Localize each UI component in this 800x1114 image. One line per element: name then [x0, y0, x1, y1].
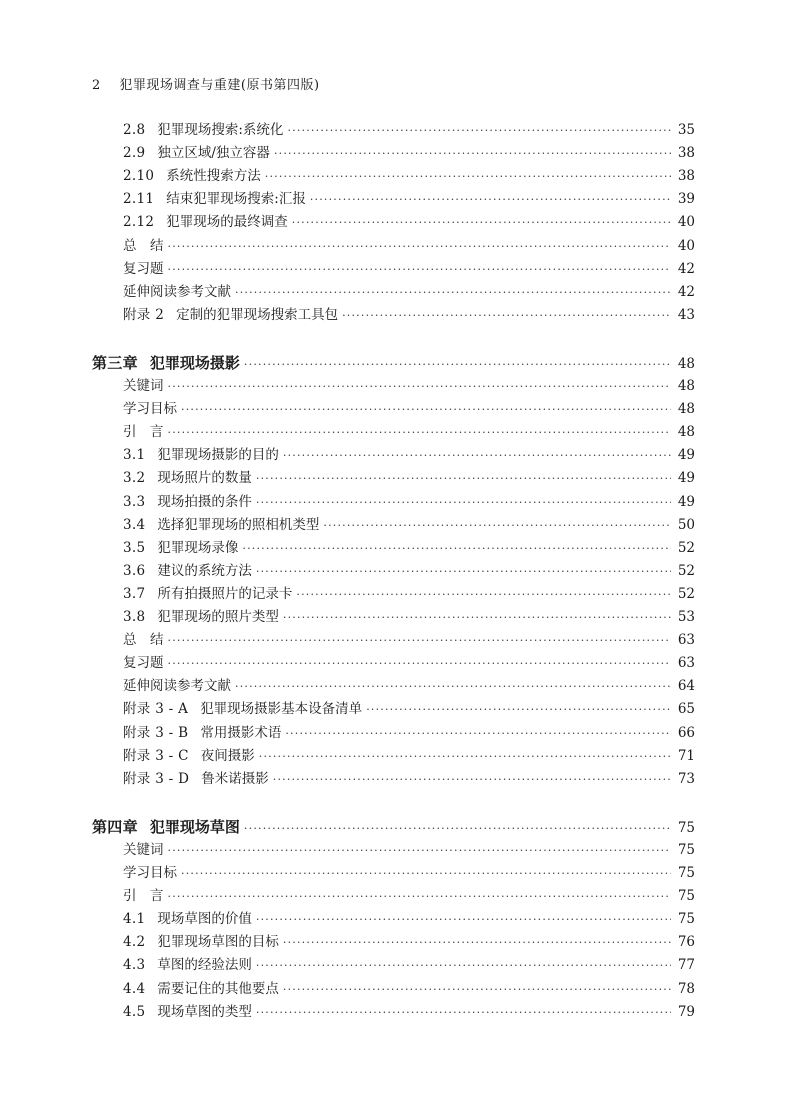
toc-entry [123, 652, 695, 675]
dot-leader [259, 745, 671, 768]
toc-entry-number: 3.1 [123, 447, 146, 464]
toc-entry [123, 188, 695, 211]
toc-entry-title: 延伸阅读参考文献 [123, 678, 231, 695]
toc-entry [123, 978, 695, 1001]
toc-entry-title: 建议的系统方法 [157, 562, 252, 579]
toc-entry [123, 862, 695, 885]
toc-entry-title: 需要记住的其他要点 [157, 980, 279, 997]
toc-entry-page: 79 [677, 1003, 695, 1020]
toc-entry [123, 606, 695, 629]
dot-leader [168, 258, 672, 281]
toc-entry-page: 48 [677, 355, 695, 372]
toc-entry-title: 现场草图的价值 [157, 911, 252, 928]
toc-entry-page: 40 [677, 214, 695, 231]
toc-entry-title: 学习目标 [123, 401, 177, 418]
toc-entry-title: 定制的犯罪现场搜索工具包 [176, 306, 339, 323]
toc-entry-page: 35 [677, 122, 695, 138]
toc-entry-number: 2.12 [123, 214, 155, 231]
toc-entry-title: 系统性搜索方法 [166, 168, 261, 185]
toc-entry-number: 4.5 [123, 1003, 146, 1020]
dot-leader [256, 467, 671, 490]
toc-entry-title: 延伸阅读参考文献 [123, 283, 231, 300]
toc-entry [123, 165, 695, 188]
dot-leader [256, 1001, 671, 1024]
dot-leader [283, 978, 671, 1001]
dot-leader [323, 514, 671, 537]
toc-entry-title: 夜间摄影 [200, 747, 255, 764]
toc-entry-number: 附录 3 - D [123, 770, 190, 787]
toc-entry-page: 42 [677, 260, 695, 277]
toc-entry-number: 3.5 [123, 539, 146, 556]
toc-entry [123, 398, 695, 421]
toc-entry [123, 119, 695, 142]
toc-entry [123, 768, 695, 791]
running-title: 犯罪现场调查与重建(原书第四版) [119, 78, 320, 93]
toc-entry [123, 444, 695, 467]
page-number: 2 [92, 78, 101, 93]
dot-leader [244, 353, 671, 376]
dot-leader [168, 421, 672, 444]
dot-leader [256, 491, 671, 514]
toc-entry-title: 复习题 [123, 655, 164, 672]
toc-entry-page: 43 [677, 306, 695, 323]
toc-entry-page: 78 [677, 980, 695, 997]
toc-entry-title: 犯罪现场搜索:系统化 [157, 122, 284, 138]
page-header [92, 74, 320, 93]
toc-entry-page: 38 [677, 168, 695, 185]
toc-entry-page: 73 [677, 770, 695, 787]
dot-leader [181, 398, 671, 421]
toc-entry-title: 现场草图的类型 [157, 1003, 252, 1020]
toc-entry-number: 4.4 [123, 980, 146, 997]
toc-entry-number: 2.11 [123, 191, 155, 208]
toc-entry-page: 52 [677, 585, 695, 602]
toc-entry-title: 犯罪现场摄影的目的 [157, 447, 279, 464]
toc-entry-title: 犯罪现场草图 [149, 817, 240, 836]
toc-entry-number: 第三章 [92, 353, 138, 372]
dot-leader [168, 235, 672, 258]
toc-entry-number: 3.3 [123, 493, 146, 510]
dot-leader [342, 304, 671, 327]
toc-entry-page: 66 [677, 724, 695, 741]
toc-entry-title: 关键词 [123, 378, 164, 394]
toc-entry-page: 49 [677, 493, 695, 510]
dot-leader [283, 931, 671, 954]
dot-leader [292, 211, 671, 234]
toc-entry [123, 235, 695, 258]
toc-entry-number: 附录 3 - A [123, 701, 189, 718]
toc-entry-number: 附录 3 - C [123, 747, 189, 764]
toc-entry [123, 629, 695, 652]
toc-entry-page: 64 [677, 678, 695, 695]
toc-entry-title: 学习目标 [123, 865, 177, 881]
toc-entry-title: 现场照片的数量 [157, 470, 252, 487]
toc-entry-page: 75 [677, 911, 695, 928]
toc-entry-page: 49 [677, 470, 695, 487]
toc-entry-number: 2.10 [123, 168, 155, 185]
dot-leader [168, 652, 672, 675]
dot-leader [256, 954, 671, 977]
toc-entry-number: 4.3 [123, 957, 146, 974]
toc-entry [123, 583, 695, 606]
toc-entry-title: 选择犯罪现场的照相机类型 [157, 516, 320, 533]
toc-entry-number: 4.2 [123, 934, 146, 951]
dot-leader [235, 675, 671, 698]
toc-entry-title: 犯罪现场录像 [157, 539, 239, 556]
toc-entry-page: 52 [677, 539, 695, 556]
toc-entry [123, 698, 695, 721]
toc-entry-title: 独立区域/独立容器 [157, 145, 270, 162]
toc-entry-title: 引 言 [123, 424, 164, 441]
toc-entry [123, 258, 695, 281]
toc-entry [123, 467, 695, 490]
toc-entry-title: 现场拍摄的条件 [157, 493, 252, 510]
toc-entry-title: 引 言 [123, 888, 164, 905]
toc-entry-number: 3.4 [123, 516, 146, 533]
toc-entry [123, 839, 695, 862]
toc-entry [123, 885, 695, 908]
toc-entry-page: 48 [677, 378, 695, 394]
toc-entry [123, 675, 695, 698]
toc-entry-number: 2.8 [123, 122, 146, 138]
toc-entry-page: 71 [677, 747, 695, 764]
toc-entry-title: 关键词 [123, 841, 164, 858]
dot-leader [265, 165, 671, 188]
toc-entry-page: 40 [677, 237, 695, 254]
dot-leader [244, 817, 671, 840]
toc-entry-page: 75 [677, 888, 695, 905]
toc-entry [123, 1001, 695, 1024]
toc-entry-title: 所有拍摄照片的记录卡 [157, 585, 293, 602]
toc-entry-page: 50 [677, 516, 695, 533]
dot-leader [256, 560, 671, 583]
toc-entry [123, 375, 695, 398]
dot-leader [168, 839, 672, 862]
toc-entry [123, 142, 695, 165]
dot-leader [285, 722, 671, 745]
toc-chapter-entry [92, 352, 695, 375]
toc-entry [123, 745, 695, 768]
toc-entry-number: 3.2 [123, 470, 146, 487]
toc-entry [123, 537, 695, 560]
dot-leader [283, 444, 671, 467]
toc-entry-number: 3.7 [123, 585, 146, 602]
toc-entry-page: 77 [677, 957, 695, 974]
toc-entry [123, 211, 695, 234]
toc-entry-title: 犯罪现场摄影基本设备清单 [200, 701, 363, 718]
toc-entry [123, 908, 695, 931]
dot-leader [168, 375, 672, 398]
toc-entry-page: 75 [677, 819, 695, 836]
dot-leader [242, 537, 671, 560]
toc-entry-title: 犯罪现场的照片类型 [157, 609, 279, 625]
toc-entry-number: 2.9 [123, 145, 146, 162]
toc-entry-number: 4.1 [123, 911, 146, 928]
toc-entry [123, 421, 695, 444]
toc-entry [123, 281, 695, 304]
toc-entry-title: 草图的经验法则 [157, 957, 252, 974]
toc-entry [123, 304, 695, 327]
toc-entry-page: 76 [677, 934, 695, 951]
toc-entry [123, 954, 695, 977]
dot-leader [235, 281, 671, 304]
toc-entry [123, 514, 695, 537]
dot-leader [273, 768, 671, 791]
toc-entry-title: 复习题 [123, 260, 164, 277]
toc-entry-title: 总 结 [123, 632, 164, 649]
toc-entry [123, 491, 695, 514]
toc-entry-page: 75 [677, 865, 695, 881]
toc-entry [123, 722, 695, 745]
toc-entry-number: 附录 3 - B [123, 724, 189, 741]
dot-leader [296, 583, 671, 606]
toc-entry-title: 犯罪现场摄影 [149, 353, 240, 372]
toc-entry-title: 结束犯罪现场搜索:汇报 [166, 191, 306, 208]
toc-entry-title: 犯罪现场的最终调查 [166, 214, 288, 231]
toc-entry-page: 42 [677, 283, 695, 300]
toc-entry-number: 第四章 [92, 817, 138, 836]
dot-leader [310, 188, 671, 211]
toc-entry-number: 3.6 [123, 562, 146, 579]
dot-leader [168, 885, 672, 908]
dot-leader [274, 142, 671, 165]
toc-entry-page: 48 [677, 401, 695, 418]
toc-entry-title: 犯罪现场草图的目标 [157, 934, 279, 951]
toc-entry [123, 560, 695, 583]
toc-entry-page: 49 [677, 447, 695, 464]
toc-entry-page: 63 [677, 655, 695, 672]
dot-leader [283, 606, 671, 629]
toc-entry-page: 75 [677, 841, 695, 858]
toc-entry [123, 931, 695, 954]
toc-entry-page: 38 [677, 145, 695, 162]
dot-leader [168, 629, 672, 652]
toc-entry-title: 总 结 [123, 237, 164, 254]
toc-entry-number: 3.8 [123, 609, 146, 625]
toc-entry-page: 39 [677, 191, 695, 208]
toc-entry-page: 53 [677, 609, 695, 625]
dot-leader [256, 908, 671, 931]
toc-entry-number: 附录 2 [123, 306, 165, 323]
toc-entry-title: 鲁米诺摄影 [201, 770, 269, 787]
toc-entry-title: 常用摄影术语 [200, 724, 282, 741]
toc-entry-page: 48 [677, 424, 695, 441]
dot-leader [287, 119, 671, 142]
dot-leader [366, 698, 671, 721]
toc-entry-page: 65 [677, 701, 695, 718]
toc-entry-page: 63 [677, 632, 695, 649]
toc-chapter-entry [92, 816, 695, 839]
dot-leader [181, 862, 671, 885]
toc-entry-page: 52 [677, 562, 695, 579]
